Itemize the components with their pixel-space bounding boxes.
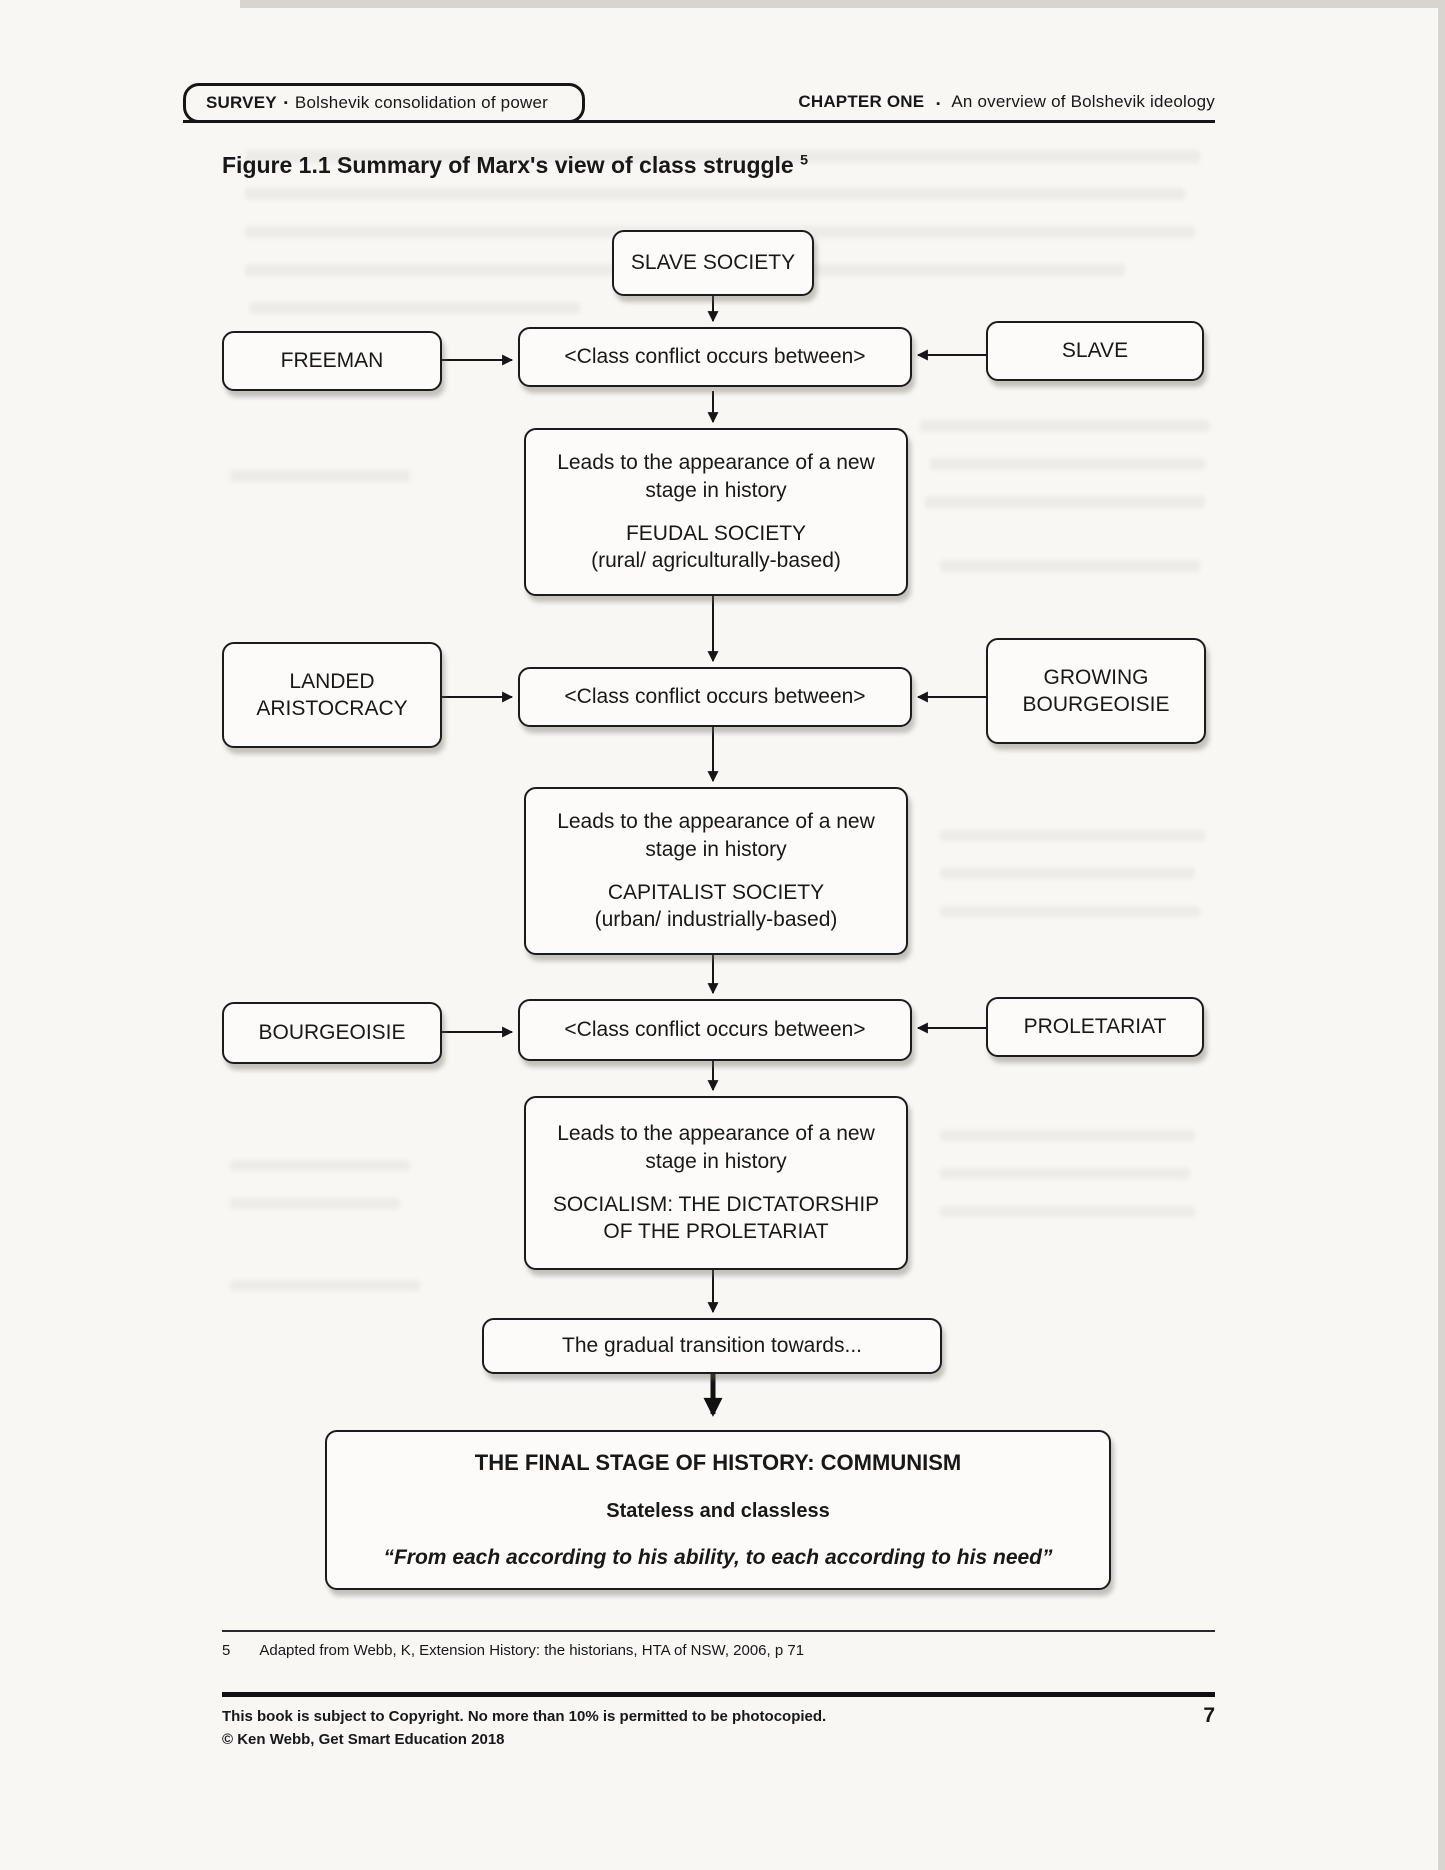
node-socialism-title: SOCIALISM: THE DICTATORSHIP OF THE PROLETARIAT bbox=[552, 1193, 880, 1244]
bleedthrough-texture bbox=[930, 458, 1205, 470]
bleedthrough-texture bbox=[940, 1130, 1195, 1141]
bleedthrough-texture bbox=[925, 496, 1205, 508]
node-final-quote: “From each according to his ability, to each according to his need” bbox=[383, 1545, 1053, 1569]
bleedthrough-texture bbox=[920, 420, 1210, 432]
node-conflict1-label: <Class conflict occurs between> bbox=[564, 345, 866, 369]
node-final-communism bbox=[325, 1430, 1111, 1590]
node-growing-bourgeoisie-label: GROWING BOURGEOISIE bbox=[1022, 665, 1170, 716]
bleedthrough-texture bbox=[230, 1198, 400, 1209]
bleedthrough-texture bbox=[230, 1280, 420, 1291]
node-capitalist-title: CAPITALIST SOCIETY bbox=[607, 881, 825, 904]
bleedthrough-texture bbox=[230, 1160, 410, 1171]
bleedthrough-texture bbox=[940, 830, 1205, 841]
node-feudal-subtitle: (rural/ agriculturally-based) bbox=[591, 549, 841, 573]
bleedthrough-texture bbox=[245, 188, 1185, 200]
footnote bbox=[222, 1642, 804, 1659]
node-feudal-society bbox=[524, 428, 908, 596]
node-capitalist-intro: Leads to the appearance of a new stage in history bbox=[557, 810, 875, 861]
node-slave bbox=[986, 321, 1204, 381]
node-proletariat-label: PROLETARIAT bbox=[1023, 1015, 1167, 1039]
footnote-divider bbox=[222, 1630, 1215, 1632]
node-socialism-intro: Leads to the appearance of a new stage in history bbox=[557, 1122, 875, 1173]
bleedthrough-texture bbox=[250, 302, 580, 314]
bleedthrough-texture bbox=[940, 560, 1200, 572]
footnote-text: Adapted from Webb, K, Extension History: the historians, HTA of NSW, 2006, p 71 bbox=[259, 1642, 805, 1659]
page-number: 7 bbox=[1203, 1704, 1215, 1727]
node-freeman-label: FREEMAN bbox=[280, 349, 384, 373]
node-feudal-intro: Leads to the appearance of a new stage in history bbox=[557, 451, 875, 502]
node-transition bbox=[482, 1318, 942, 1374]
footer-rule bbox=[222, 1692, 1215, 1697]
node-conflict3-label: <Class conflict occurs between> bbox=[564, 1018, 866, 1042]
footnote-number: 5 bbox=[222, 1642, 231, 1659]
node-bourgeoisie bbox=[222, 1002, 442, 1064]
node-conflict2 bbox=[518, 667, 912, 727]
bleedthrough-texture bbox=[940, 1168, 1190, 1179]
footer-copyright-line2: © Ken Webb, Get Smart Education 2018 bbox=[222, 1730, 505, 1748]
node-capitalist-subtitle: (urban/ industrially-based) bbox=[594, 908, 838, 932]
node-conflict3 bbox=[518, 999, 912, 1061]
header-chapter-text: An overview of Bolshevik ideology bbox=[951, 92, 1215, 111]
node-landed-aristocracy bbox=[222, 642, 442, 748]
header-survey-separator: ▪ bbox=[283, 97, 288, 109]
bleedthrough-texture bbox=[940, 906, 1200, 917]
node-growing-bourgeoisie bbox=[986, 638, 1206, 744]
scan-edge-right bbox=[1438, 0, 1445, 1870]
node-freeman bbox=[222, 331, 442, 391]
bleedthrough-texture bbox=[940, 868, 1195, 879]
figure-title-text: Figure 1.1 Summary of Marx's view of class struggle bbox=[222, 152, 794, 178]
node-transition-label: The gradual transition towards... bbox=[562, 1334, 862, 1358]
node-slave-society-label: SLAVE SOCIETY bbox=[630, 251, 796, 275]
bleedthrough-texture bbox=[940, 1206, 1195, 1217]
node-final-subtitle: Stateless and classless bbox=[606, 1499, 830, 1522]
node-capitalist-society bbox=[524, 787, 908, 955]
scan-edge-top bbox=[240, 0, 1445, 8]
node-slave-society bbox=[612, 230, 814, 296]
header-survey-text: Bolshevik consolidation of power bbox=[294, 93, 548, 112]
header-survey-label: SURVEY bbox=[206, 93, 277, 112]
node-landed-aristocracy-label: LANDED ARISTOCRACY bbox=[256, 669, 408, 720]
node-slave-label: SLAVE bbox=[1061, 339, 1129, 363]
node-socialism bbox=[524, 1096, 908, 1270]
header-survey-tab bbox=[183, 83, 585, 123]
footer-copyright bbox=[222, 1706, 826, 1751]
figure-title bbox=[222, 152, 808, 179]
header-chapter-label: CHAPTER ONE bbox=[798, 92, 925, 111]
node-conflict2-label: <Class conflict occurs between> bbox=[564, 685, 866, 709]
figure-footnote-ref: 5 bbox=[800, 152, 809, 169]
bleedthrough-texture bbox=[230, 470, 410, 482]
header-chapter-separator: ▪ bbox=[936, 98, 941, 110]
footer-copyright-line1: This book is subject to Copyright. No more than 10% is permitted to be photocopied. bbox=[222, 1708, 827, 1725]
header-chapter bbox=[690, 92, 1215, 112]
node-bourgeoisie-label: BOURGEOISIE bbox=[258, 1021, 406, 1045]
node-feudal-title: FEUDAL SOCIETY bbox=[625, 522, 807, 545]
node-final-title: THE FINAL STAGE OF HISTORY: COMMUNISM bbox=[474, 1450, 962, 1476]
node-proletariat bbox=[986, 997, 1204, 1057]
node-conflict1 bbox=[518, 327, 912, 387]
